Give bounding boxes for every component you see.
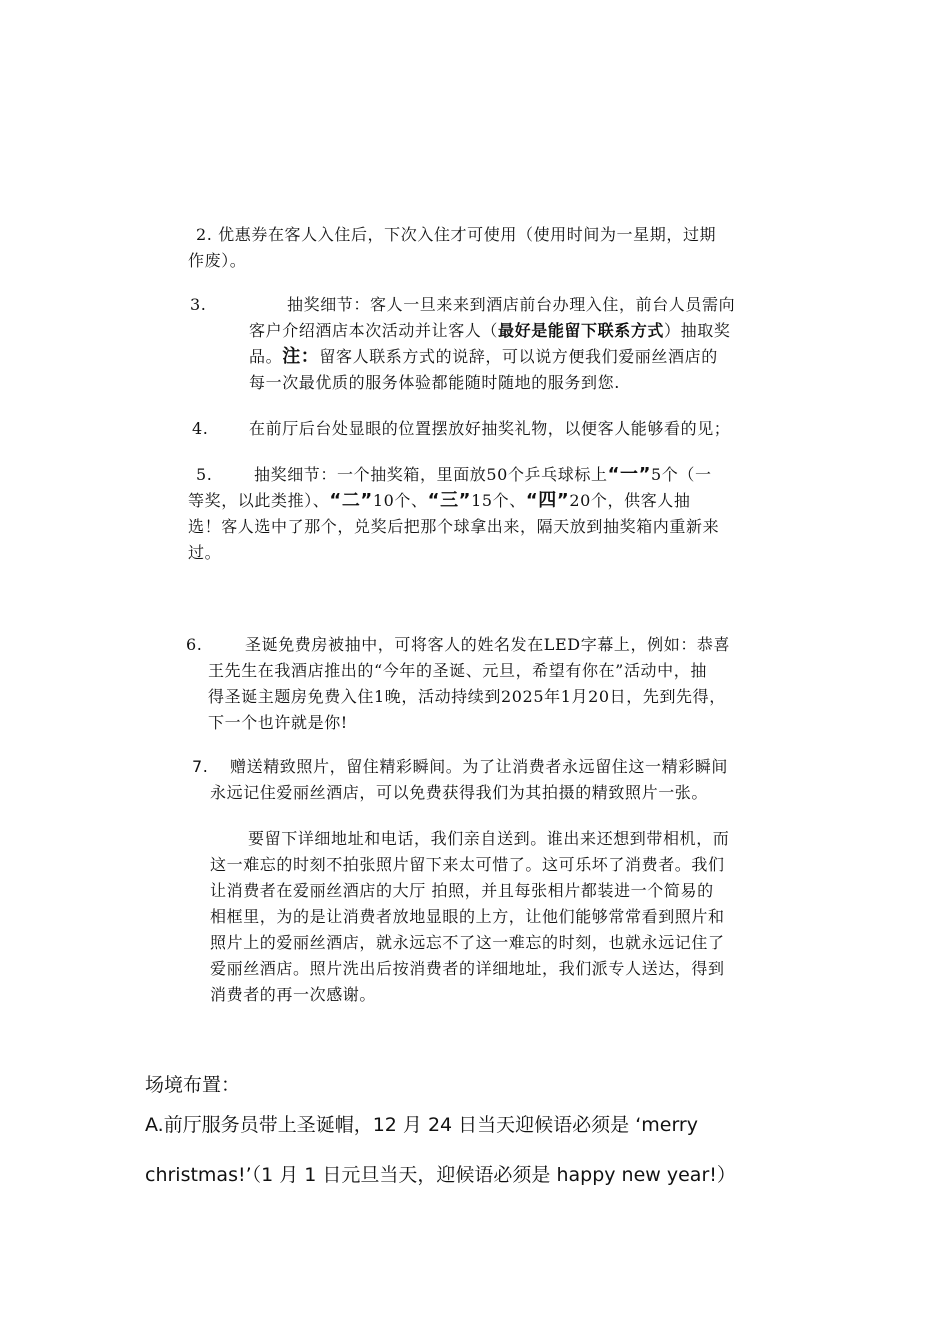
item-5-prize-three: “三” — [427, 490, 472, 511]
item-3-line-3-post: 留客人联系方式的说辞，可以说方便我们爱丽丝酒店的 — [319, 347, 718, 366]
paragraph-line-5: 照片上的爱丽丝酒店，就永远忘不了这一难忘的时刻，也就永远记住了 — [210, 933, 725, 952]
item-3-line-2 — [190, 318, 802, 344]
item-3-line-2-post: ）抽取奖 — [664, 321, 731, 340]
item-5-prize-four: “四” — [525, 490, 570, 511]
item-7-number: 7. — [192, 757, 209, 776]
item-3-line-4: 每一次最优质的服务体验都能随时随地的服务到您. — [249, 373, 620, 392]
item-6-line-2: 王先生在我酒店推出的“今年的圣诞、元旦，希望有你在”活动中，抽 — [208, 661, 707, 680]
item-5-line-2-c: 10个、 — [372, 491, 428, 510]
item-2-line-1: 2. 优惠券在客人入住后，下次入住才可使用（使用时间为一星期，过期 — [196, 225, 717, 244]
item-5-line-2 — [188, 488, 802, 514]
item-5-line-2-e: 15个、 — [471, 491, 526, 510]
scene-heading: 场境布置： — [145, 1074, 241, 1096]
item-3-highlight-contact: 最好是能留下联系方式 — [498, 321, 665, 340]
scene-item-a-line-1: A.前厅服务员带上圣诞帽，12 月 24 日当天迎候语必须是 ‘merry — [145, 1114, 698, 1136]
item-5-line-1 — [188, 462, 802, 488]
item-5-line-3: 选！客人选中了那个，兑奖后把那个球拿出来，隔天放到抽奖箱内重新来 — [188, 517, 720, 536]
item-7 — [190, 754, 802, 806]
paragraph-line-1: 要留下详细地址和电话，我们亲自送到。谁出来还想到带相机，而 — [248, 829, 730, 848]
item-5-line-1-c: 5个（一 — [651, 465, 712, 484]
paragraph-line-6: 爱丽丝酒店。照片洗出后按消费者的详细地址，我们派专人送达，得到 — [210, 959, 725, 978]
item-3-line-2-pre: 客户介绍酒店本次活动并让客人（ — [249, 321, 499, 340]
item-2-line-2: 作废）。 — [188, 251, 247, 270]
item-6 — [186, 632, 802, 736]
item-6-line-4: 下一个也许就是你! — [208, 713, 348, 732]
photo-paragraph — [210, 826, 802, 1008]
item-6-line-1: 圣诞免费房被抽中，可将客人的姓名发在LED字幕上，例如：恭喜 — [245, 635, 731, 654]
item-4-number: 4. — [192, 419, 209, 438]
item-5 — [188, 462, 802, 566]
item-3 — [190, 292, 802, 396]
item-5-prize-two: “二” — [329, 490, 373, 511]
item-5-number: 5. — [196, 465, 213, 484]
item-5-prize-one: “一” — [607, 464, 652, 485]
paragraph-line-3: 让消费者在爱丽丝酒店的大厅 拍照，并且每张相片都装进一个简易的 — [210, 881, 714, 900]
item-3-line-3-pre: 品。 — [249, 347, 283, 366]
item-2 — [188, 222, 802, 274]
item-7-line-1: 赠送精致照片，留住精彩瞬间。为了让消费者永远留住这一精彩瞬间 — [230, 757, 729, 776]
item-3-line-1: 抽奖细节：客人一旦来来到酒店前台办理入住，前台人员需向 — [287, 295, 736, 314]
item-5-line-2-a: 等奖，以此类推）、 — [188, 491, 330, 510]
item-4 — [190, 416, 802, 442]
item-3-number: 3. — [190, 295, 207, 314]
item-5-line-2-g: 20个，供客人抽 — [569, 491, 691, 510]
paragraph-line-4: 相框里，为的是让消费者放地显眼的上方，让他们能够常常看到照片和 — [210, 907, 725, 926]
item-5-line-1-a: 抽奖细节：一个抽奖箱，里面放50个乒乓球标上 — [254, 465, 608, 484]
scene-item-a-line-2: christmas!’（1 月 1 日元旦当天，迎候语必须是 happy new year!） — [145, 1164, 736, 1186]
item-5-line-4: 过。 — [188, 543, 222, 562]
item-6-number: 6. — [186, 635, 203, 654]
item-4-text: 在前厅后台处显眼的位置摆放好抽奖礼物，以便客人能够看的见； — [249, 419, 731, 438]
item-3-line-3 — [190, 344, 802, 370]
paragraph-line-7: 消费者的再一次感谢。 — [210, 985, 377, 1004]
item-3-note-label: 注： — [282, 346, 320, 367]
item-6-line-3: 得圣诞主题房免费入住1晚，活动持续到2025年1月20日，先到先得， — [208, 687, 726, 706]
item-7-line-2: 永远记住爱丽丝酒店，可以免费获得我们为其拍摄的精致照片一张。 — [210, 783, 709, 802]
paragraph-line-2: 这一难忘的时刻不拍张照片留下来太可惜了。这可乐坏了消费者。我们 — [210, 855, 725, 874]
